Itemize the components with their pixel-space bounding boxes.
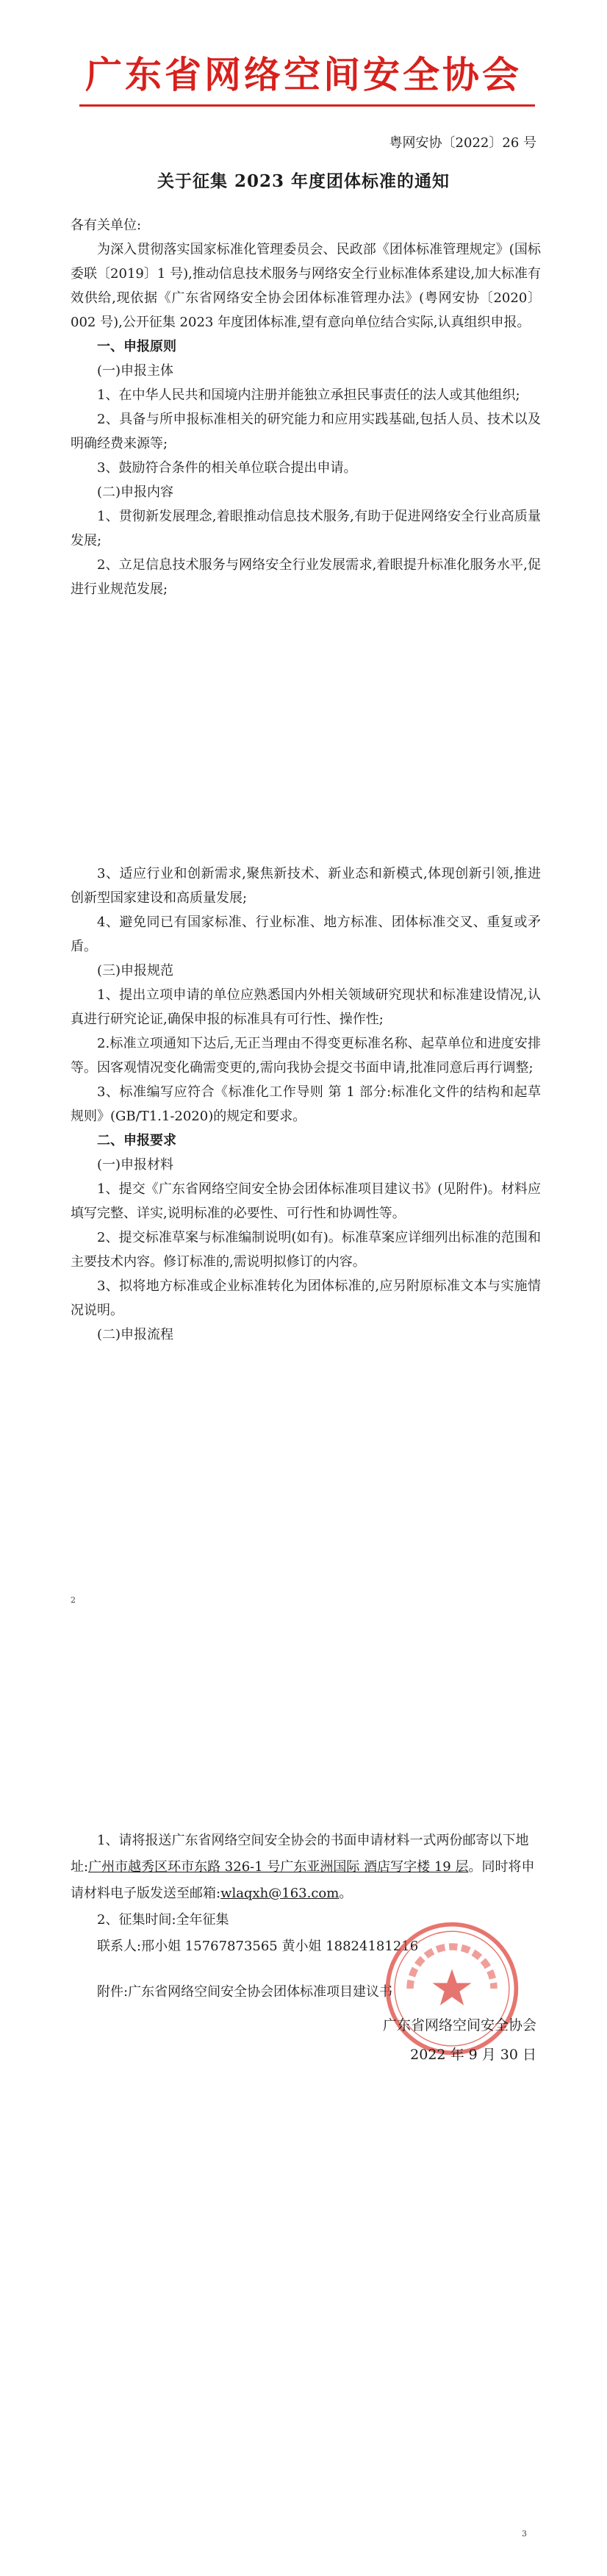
page1-body (71, 213, 541, 601)
norm-item-2: 2.标准立项通知下达后,无正当理由不得变更标准名称、起草单位和进度安排等。因客观情况变化确需变更的,需向我协会提交书面申请,批准同意后再行调整; (71, 1036, 541, 1076)
page2-body (71, 862, 541, 1347)
document-title: 关于征集 2023 年度团体标准的通知 (157, 171, 450, 191)
norm-item-3: 3、标准编写应符合《标准化工作导则 第 1 部分:标准化文件的结构和起草规则》(GB/T1.1-2020)的规定和要求。 (71, 1084, 541, 1124)
applicant-item-3: 3、鼓励符合条件的相关单位联合提出申请。 (97, 460, 357, 476)
page-3 (0, 1720, 607, 2576)
process-item-1 (71, 1828, 541, 1907)
subheading-content: (二)申报内容 (97, 484, 174, 500)
content-item-4: 4、避免同已有国家标准、行业标准、地方标准、团体标准交叉、重复或矛盾。 (71, 915, 541, 954)
subheading-norms: (三)申报规范 (97, 963, 174, 978)
signature-date: 2022 年 9 月 30 日 (410, 2047, 536, 2063)
section-heading-principles: 一、申报原则 (97, 339, 176, 354)
subheading-process: (二)申报流程 (97, 1327, 174, 1342)
applicant-item-1: 1、在中华人民共和国境内注册并能独立承担民事责任的法人或其他组织; (97, 387, 520, 403)
intro-paragraph: 为深入贯彻落实国家标准化管理委员会、民政部《团体标准管理规定》(国标委联〔2019〕1 号),推动信息技术服务与网络安全行业标准体系建设,加大标准有效供给,现依据《广东省网络安全协会团体标准管理办法》(粤网安协〔2020〕002 号),公开征集 2023 年度团体标准,望有意向单位结合实际,认真组织申报。 (71, 242, 541, 330)
email-address[interactable]: wlaqxh@163.com (220, 1886, 340, 1901)
process-item-1-prefix: 1、请将报送广东省网络空间安全协会的书面申请材料一式两份邮寄以下地址: (71, 1833, 529, 1875)
applicant-item-2: 2、具备与所申报标准相关的研究能力和应用实践基础,包括人员、技术以及明确经费来源等; (71, 412, 541, 451)
material-item-3: 3、拟将地方标准或企业标准转化为团体标准的,应另附原标准文本与实施情况说明。 (71, 1278, 541, 1318)
process-item-1-suffix: 。 (339, 1886, 353, 1901)
salutation: 各有关单位: (71, 218, 142, 233)
attachment-line: 附件:广东省网络空间安全协会团体标准项目建议书 (97, 1984, 393, 2000)
subheading-applicant: (一)申报主体 (97, 363, 174, 379)
material-item-2: 2、提交标准草案与标准编制说明(如有)。标准草案应详细列出标准的范围和主要技术内容。修订标准的,需说明拟修订的内容。 (71, 1230, 541, 1270)
content-item-2: 2、立足信息技术服务与网络安全行业发展需求,着眼提升标准化服务水平,促进行业规范发展; (71, 557, 541, 597)
mailing-address: 广州市越秀区环市东路 326-1 号广东亚洲国际 酒店写字楼 19 层 (88, 1859, 469, 1875)
signature-organization: 广东省网络空间安全协会 (382, 2017, 536, 2033)
page-1 (0, 0, 607, 860)
material-item-1: 1、提交《广东省网络空间安全协会团体标准项目建议书》(见附件)。材料应填写完整、详实,说明标准的必要性、可行性和协调性等。 (71, 1181, 541, 1221)
content-item-3: 3、适应行业和创新需求,聚焦新技术、新业态和新模式,体现创新引领,推进创新型国家建设和高质量发展; (71, 866, 541, 906)
section-heading-requirements: 二、申报要求 (97, 1133, 176, 1148)
signature-block (383, 2011, 536, 2069)
subheading-materials: (一)申报材料 (97, 1157, 174, 1173)
document-number: 粤网安协〔2022〕26 号 (389, 135, 536, 151)
page-2 (0, 860, 607, 1720)
norm-item-1: 1、提出立项申请的单位应熟悉国内外相关领域研究现状和标准建设情况,认真进行研究论证,确保申报的标准具有可行性、操作性; (71, 987, 541, 1027)
process-item-2: 2、征集时间:全年征集 (97, 1912, 229, 1928)
process-item-1-mid: 。同时将申请材料电子版发送至邮箱: (71, 1859, 535, 1901)
content-item-1: 1、贯彻新发展理念,着眼推动信息技术服务,有助于促进网络安全行业高质量发展; (71, 509, 541, 548)
page-number-2: 2 (71, 1595, 76, 1605)
header-red-rule (79, 104, 535, 107)
contact-persons: 联系人:邢小姐 15767873565 黄小姐 18824181216 (97, 1939, 419, 1954)
org-header-title: 广东省网络空间安全协会 (85, 54, 522, 96)
page-number-3: 3 (522, 2529, 527, 2539)
